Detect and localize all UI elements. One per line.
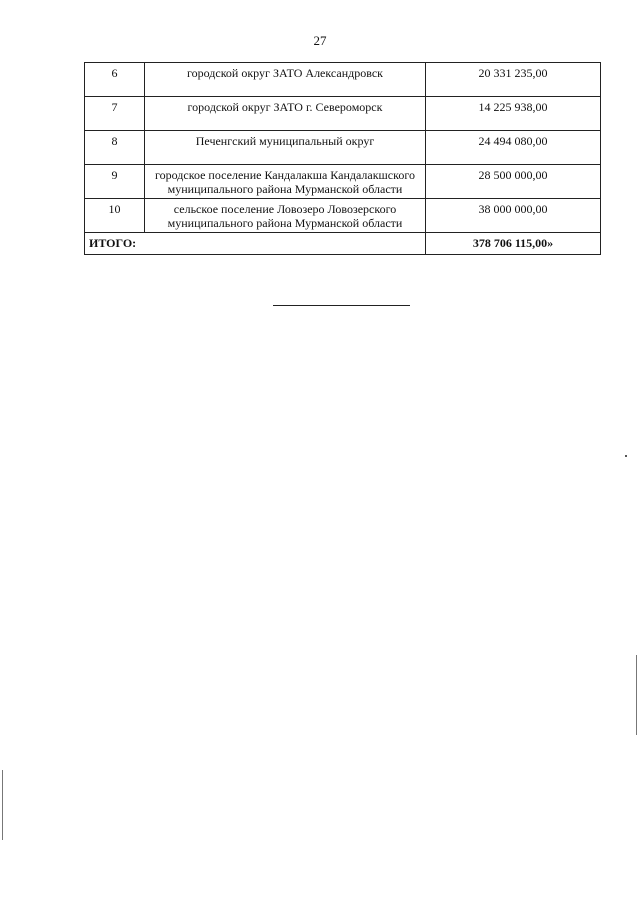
municipality-name: городской округ ЗАТО Александровск xyxy=(145,63,426,97)
municipality-name: Печенгский муниципальный округ xyxy=(145,131,426,165)
municipality-name: сельское поселение Ловозеро Ловозерского муниципального района Мурманской области xyxy=(145,199,426,233)
allocation-amount: 20 331 235,00 xyxy=(426,63,601,97)
allocation-amount: 14 225 938,00 xyxy=(426,97,601,131)
total-row xyxy=(85,233,601,255)
municipality-name: городское поселение Кандалакша Кандалакшского муниципального района Мурманской области xyxy=(145,165,426,199)
closing-rule xyxy=(273,305,410,306)
row-number: 6 xyxy=(85,63,145,97)
allocation-table xyxy=(84,62,601,255)
allocation-amount: 24 494 080,00 xyxy=(426,131,601,165)
table-row xyxy=(85,63,601,97)
row-number: 9 xyxy=(85,165,145,199)
municipality-name: городской округ ЗАТО г. Североморск xyxy=(145,97,426,131)
total-amount: 378 706 115,00» xyxy=(426,233,601,255)
scan-speck xyxy=(625,455,627,457)
row-number: 10 xyxy=(85,199,145,233)
table-row xyxy=(85,97,601,131)
total-label: ИТОГО: xyxy=(85,233,426,255)
row-number: 8 xyxy=(85,131,145,165)
scan-edge-mark-left xyxy=(2,770,3,840)
table-row xyxy=(85,131,601,165)
table-row xyxy=(85,199,601,233)
allocation-amount: 28 500 000,00 xyxy=(426,165,601,199)
table-row xyxy=(85,165,601,199)
scan-edge-mark-right xyxy=(636,655,637,735)
allocation-amount: 38 000 000,00 xyxy=(426,199,601,233)
row-number: 7 xyxy=(85,97,145,131)
page-number: 27 xyxy=(313,33,327,48)
